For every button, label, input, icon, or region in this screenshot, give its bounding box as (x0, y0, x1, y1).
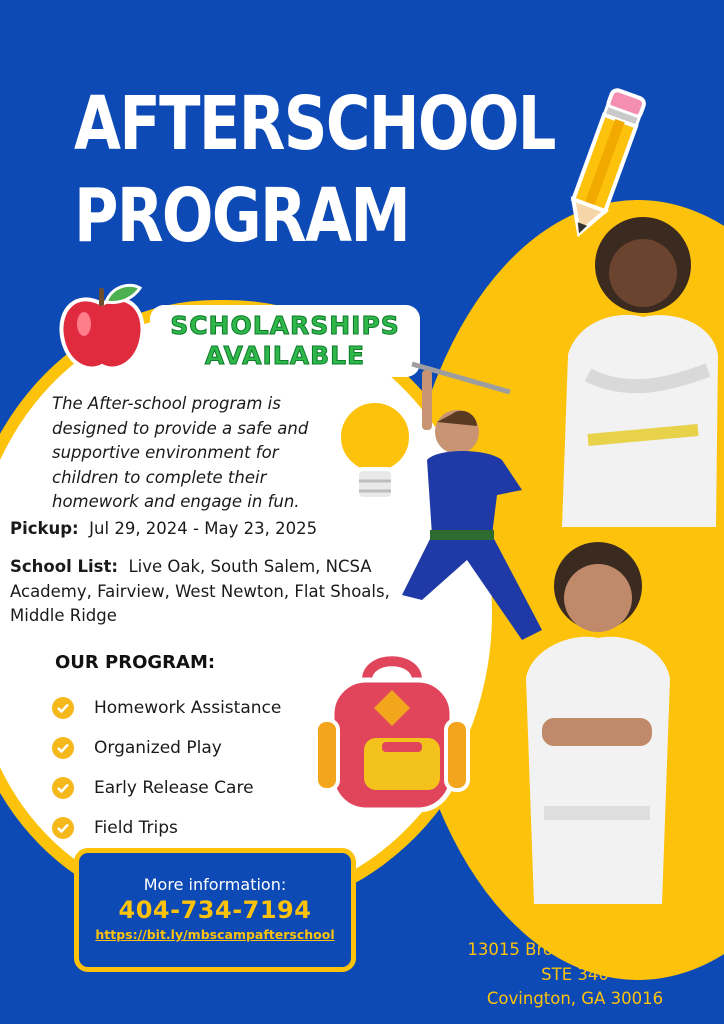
check-circle-icon (52, 737, 74, 759)
address-block (440, 938, 710, 1012)
address-line-3: Covington, GA 30016 (486, 989, 664, 1008)
list-item (52, 688, 281, 728)
list-item (52, 768, 281, 808)
program-list (52, 688, 281, 848)
pickup-label: Pickup: (10, 519, 79, 538)
program-item-label: Homework Assistance (94, 698, 282, 718)
program-description: The After-school program is designed to provide a safe and supportive environment for children to complete their homework and engage in fun. (52, 394, 309, 511)
backpack-icon (312, 650, 472, 815)
school-list (10, 555, 390, 629)
check-circle-icon (52, 697, 74, 719)
phone-number[interactable]: 404-734-7194 (118, 896, 312, 924)
list-item (52, 808, 281, 848)
school-list-value: Live Oak, South Salem, NCSA Academy, Fairview, West Newton, Flat Shoals, Middle Ridge (10, 557, 390, 625)
title-line-1: AFTERSCHOOL (74, 81, 555, 167)
program-item-label: Organized Play (94, 738, 222, 758)
page-title (74, 78, 555, 262)
check-circle-icon (52, 817, 74, 839)
our-program-heading: OUR PROGRAM: (55, 652, 216, 673)
scholarship-line-1: SCHOLARSHIPS (170, 311, 400, 340)
student-photo-boy-arms-crossed (512, 528, 676, 904)
contact-box (74, 848, 356, 972)
scholarship-line-2: AVAILABLE (204, 341, 366, 370)
more-info-label: More information: (143, 875, 287, 894)
scholarships-badge (150, 305, 420, 377)
pickup-dates (10, 519, 317, 538)
program-item-label: Field Trips (94, 818, 178, 838)
school-list-label: School List: (10, 557, 118, 576)
student-photo-girl (548, 205, 724, 527)
info-link[interactable]: https://bit.ly/mbscampafterschool (95, 927, 335, 942)
title-line-2: PROGRAM (74, 173, 410, 259)
list-item (52, 728, 281, 768)
apple-icon (56, 280, 148, 376)
address-line-1: 13015 Brown Bridge Road (467, 940, 683, 959)
program-item-label: Early Release Care (94, 778, 254, 798)
address-line-2: STE 340 (541, 964, 609, 984)
pickup-value: Jul 29, 2024 - May 23, 2025 (89, 519, 318, 538)
check-circle-icon (52, 777, 74, 799)
